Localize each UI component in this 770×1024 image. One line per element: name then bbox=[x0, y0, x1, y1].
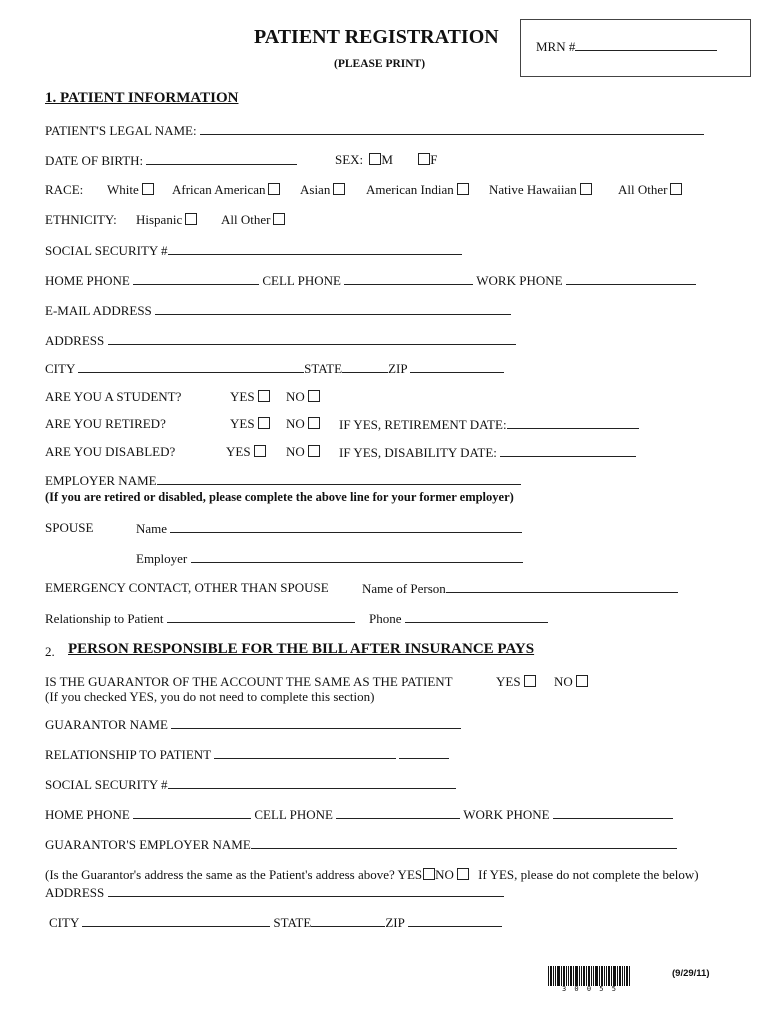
address-label: ADDRESS bbox=[45, 333, 105, 348]
disabled-label: ARE YOU DISABLED? bbox=[45, 444, 176, 459]
legal-name-field[interactable] bbox=[200, 122, 704, 135]
home-phone-field[interactable] bbox=[133, 272, 259, 285]
employer-label: EMPLOYER NAME bbox=[45, 473, 157, 488]
section-2-heading: PERSON RESPONSIBLE FOR THE BILL AFTER INSURANCE PAYS bbox=[68, 641, 535, 657]
address-instruction-label: If YES, please do not complete the below) bbox=[478, 867, 699, 882]
barcode-icon bbox=[548, 966, 630, 986]
retired-label: ARE YOU RETIRED? bbox=[45, 416, 166, 431]
relationship bbox=[45, 610, 355, 627]
ethnicity-hispanic-checkbox[interactable] bbox=[185, 213, 197, 225]
student-label: ARE YOU A STUDENT? bbox=[45, 389, 182, 404]
emergency-name-field[interactable] bbox=[446, 580, 678, 593]
race-option-label: All Other bbox=[618, 182, 668, 197]
dob-row bbox=[45, 152, 297, 168]
no-label: NO bbox=[554, 674, 573, 689]
guarantor-cell-phone-field[interactable] bbox=[336, 806, 460, 819]
guarantor-relationship-row bbox=[45, 746, 449, 762]
mrn-label: MRN # bbox=[536, 39, 576, 54]
phone-label: Phone bbox=[369, 611, 402, 626]
disability-date-label: IF YES, DISABILITY DATE: bbox=[339, 445, 497, 460]
guarantor-same-no bbox=[554, 674, 588, 690]
guarantor-same-question: IS THE GUARANTOR OF THE ACCOUNT THE SAME AS THE PATIENT bbox=[45, 674, 453, 689]
guarantor-home-phone-field[interactable] bbox=[133, 806, 251, 819]
race-american-indian-checkbox[interactable] bbox=[457, 183, 469, 195]
disabled-yes-checkbox[interactable] bbox=[254, 445, 266, 457]
email-label: E-MAIL ADDRESS bbox=[45, 303, 152, 318]
emergency-name bbox=[362, 580, 678, 597]
work-phone-label: WORK PHONE bbox=[476, 273, 563, 288]
spouse-name bbox=[136, 520, 522, 537]
state-field[interactable] bbox=[342, 360, 388, 373]
barcode-digits: 3 0 0 5 5 bbox=[562, 985, 618, 993]
guarantor-city-label: CITY bbox=[49, 915, 79, 930]
race-option-white bbox=[107, 182, 154, 198]
guarantor-home-phone-label: HOME PHONE bbox=[45, 807, 130, 822]
spouse-employer bbox=[136, 550, 523, 567]
sex-group bbox=[335, 152, 437, 168]
race-option-native-hawaiian bbox=[489, 182, 592, 198]
guarantor-address-label: ADDRESS bbox=[45, 885, 105, 900]
spouse-label: SPOUSE bbox=[45, 520, 94, 535]
guarantor-city-field[interactable] bbox=[82, 914, 270, 927]
relationship-field[interactable] bbox=[167, 610, 355, 623]
guarantor-name-label: GUARANTOR NAME bbox=[45, 717, 168, 732]
relationship-label: Relationship to Patient bbox=[45, 611, 164, 626]
student-yes-checkbox[interactable] bbox=[258, 390, 270, 402]
no-label: NO bbox=[286, 444, 305, 459]
employer-field[interactable] bbox=[157, 472, 521, 485]
retired-no-checkbox[interactable] bbox=[308, 417, 320, 429]
race-asian-checkbox[interactable] bbox=[333, 183, 345, 195]
cell-phone-field[interactable] bbox=[344, 272, 473, 285]
emergency-phone bbox=[369, 610, 548, 627]
race-option-label: American Indian bbox=[366, 182, 454, 197]
guarantor-name-field[interactable] bbox=[171, 716, 461, 729]
emergency-phone-field[interactable] bbox=[405, 610, 548, 623]
sex-m-label: M bbox=[381, 152, 393, 167]
emergency-label: EMERGENCY CONTACT, OTHER THAN SPOUSE bbox=[45, 580, 329, 595]
no-label: NO bbox=[286, 416, 305, 431]
spouse-name-label: Name bbox=[136, 521, 168, 536]
race-option-all-other bbox=[618, 182, 682, 198]
guarantor-city-state-zip-row bbox=[49, 914, 502, 931]
guarantor-ssn-field[interactable] bbox=[168, 776, 456, 789]
form-title: PATIENT REGISTRATION bbox=[254, 26, 499, 48]
student-yes bbox=[230, 389, 270, 405]
section-1-heading: 1. PATIENT INFORMATION bbox=[45, 90, 239, 106]
cell-phone-label: CELL PHONE bbox=[262, 273, 341, 288]
student-no-checkbox[interactable] bbox=[308, 390, 320, 402]
guarantor-address-question bbox=[45, 867, 699, 883]
retirement-date bbox=[339, 416, 639, 433]
retirement-date-label: IF YES, RETIREMENT DATE: bbox=[339, 417, 507, 432]
state-label: STATE bbox=[304, 361, 343, 376]
race-all-other-checkbox[interactable] bbox=[670, 183, 682, 195]
guarantor-relationship-field[interactable] bbox=[214, 746, 396, 759]
ethnicity-option-hispanic bbox=[136, 212, 197, 228]
ethnicity-label: ETHNICITY: bbox=[45, 212, 117, 227]
ssn-row bbox=[45, 242, 462, 258]
yes-label: YES bbox=[230, 416, 255, 431]
ethnicity-option-label: All Other bbox=[221, 212, 271, 227]
employer-note: (If you are retired or disabled, please complete the above line for your former employer) bbox=[45, 490, 514, 504]
retirement-date-field[interactable] bbox=[507, 416, 639, 429]
address-question-label: (Is the Guarantor's address the same as the Patient's address above? YES bbox=[45, 867, 423, 882]
race-option-asian bbox=[300, 182, 345, 198]
retired-yes-checkbox[interactable] bbox=[258, 417, 270, 429]
section-2-number: 2. bbox=[45, 644, 55, 659]
city-state-zip-row bbox=[45, 360, 504, 376]
ssn-field[interactable] bbox=[168, 242, 462, 255]
race-white-checkbox[interactable] bbox=[142, 183, 154, 195]
disabled-no bbox=[286, 444, 320, 460]
employer-row bbox=[45, 472, 521, 488]
email-row bbox=[45, 302, 511, 318]
guarantor-zip-label: ZIP bbox=[385, 915, 405, 930]
disabled-no-checkbox[interactable] bbox=[308, 445, 320, 457]
address-row bbox=[45, 332, 516, 348]
yes-label: YES bbox=[496, 674, 521, 689]
guarantor-same-yes-checkbox[interactable] bbox=[524, 675, 536, 687]
city-field[interactable] bbox=[78, 360, 304, 373]
sex-label: SEX: bbox=[335, 152, 364, 167]
legal-name-row bbox=[45, 122, 704, 138]
spouse-name-field[interactable] bbox=[170, 520, 522, 533]
guarantor-employer-label: GUARANTOR'S EMPLOYER NAME bbox=[45, 837, 251, 852]
sex-f-checkbox[interactable] bbox=[418, 153, 430, 165]
emergency-name-label: Name of Person bbox=[362, 581, 446, 596]
legal-name-label: PATIENT'S LEGAL NAME: bbox=[45, 123, 197, 138]
sex-m-checkbox[interactable] bbox=[369, 153, 381, 165]
race-option-african-american bbox=[172, 182, 280, 198]
disability-date bbox=[339, 444, 636, 461]
spouse-employer-label: Employer bbox=[136, 551, 188, 566]
guarantor-address-field[interactable] bbox=[108, 884, 504, 897]
sex-f-label: F bbox=[430, 152, 438, 167]
guarantor-phones-row bbox=[45, 806, 673, 822]
guarantor-zip-field[interactable] bbox=[408, 914, 502, 927]
retired-no bbox=[286, 416, 320, 432]
ethnicity-option-label: Hispanic bbox=[136, 212, 183, 227]
guarantor-address-no-checkbox[interactable] bbox=[457, 868, 469, 880]
guarantor-same-no-checkbox[interactable] bbox=[576, 675, 588, 687]
guarantor-cell-phone-label: CELL PHONE bbox=[254, 807, 333, 822]
race-option-label: White bbox=[107, 182, 139, 197]
guarantor-employer-field[interactable] bbox=[251, 836, 677, 849]
race-option-label: African American bbox=[172, 182, 266, 197]
guarantor-state-label: STATE bbox=[273, 915, 312, 930]
no-label: NO bbox=[286, 389, 305, 404]
ethnicity-option-all-other bbox=[221, 212, 285, 228]
race-option-american-indian bbox=[366, 182, 469, 198]
zip-label: ZIP bbox=[388, 361, 408, 376]
address-field[interactable] bbox=[108, 332, 516, 345]
guarantor-same-yes bbox=[496, 674, 536, 690]
race-option-label: Asian bbox=[300, 182, 331, 197]
guarantor-ssn-row bbox=[45, 776, 456, 792]
city-label: CITY bbox=[45, 361, 75, 376]
form-date-code: (9/29/11) bbox=[672, 968, 710, 979]
guarantor-employer-row bbox=[45, 836, 677, 852]
guarantor-address-yes-checkbox[interactable] bbox=[423, 868, 435, 880]
race-african-american-checkbox[interactable] bbox=[268, 183, 280, 195]
race-option-label: Native Hawaiian bbox=[489, 182, 577, 197]
yes-label: YES bbox=[226, 444, 251, 459]
form-subtitle: (PLEASE PRINT) bbox=[334, 58, 426, 70]
spouse-employer-field[interactable] bbox=[191, 550, 523, 563]
mrn-box bbox=[520, 19, 751, 77]
phones-row bbox=[45, 272, 696, 288]
mrn-field[interactable] bbox=[536, 38, 717, 55]
email-field[interactable] bbox=[155, 302, 511, 315]
guarantor-address-row bbox=[45, 884, 504, 900]
guarantor-state-field[interactable] bbox=[311, 914, 385, 927]
guarantor-work-phone-field[interactable] bbox=[553, 806, 673, 819]
guarantor-name-row bbox=[45, 716, 461, 732]
zip-field[interactable] bbox=[410, 360, 504, 373]
guarantor-note: (If you checked YES, you do not need to complete this section) bbox=[45, 689, 375, 704]
retired-yes bbox=[230, 416, 270, 432]
work-phone-field[interactable] bbox=[566, 272, 696, 285]
guarantor-work-phone-label: WORK PHONE bbox=[463, 807, 550, 822]
disability-date-field[interactable] bbox=[500, 444, 636, 457]
race-label: RACE: bbox=[45, 182, 84, 197]
disabled-yes bbox=[226, 444, 266, 460]
guarantor-relationship-field-2[interactable] bbox=[399, 746, 449, 759]
race-native-hawaiian-checkbox[interactable] bbox=[580, 183, 592, 195]
guarantor-ssn-label: SOCIAL SECURITY # bbox=[45, 777, 168, 792]
ethnicity-all-other-checkbox[interactable] bbox=[273, 213, 285, 225]
student-no bbox=[286, 389, 320, 405]
dob-label: DATE OF BIRTH: bbox=[45, 153, 144, 168]
no-label: NO bbox=[435, 867, 454, 882]
yes-label: YES bbox=[230, 389, 255, 404]
ssn-label: SOCIAL SECURITY # bbox=[45, 243, 168, 258]
guarantor-relationship-label: RELATIONSHIP TO PATIENT bbox=[45, 747, 211, 762]
dob-field[interactable] bbox=[146, 152, 297, 165]
home-phone-label: HOME PHONE bbox=[45, 273, 130, 288]
